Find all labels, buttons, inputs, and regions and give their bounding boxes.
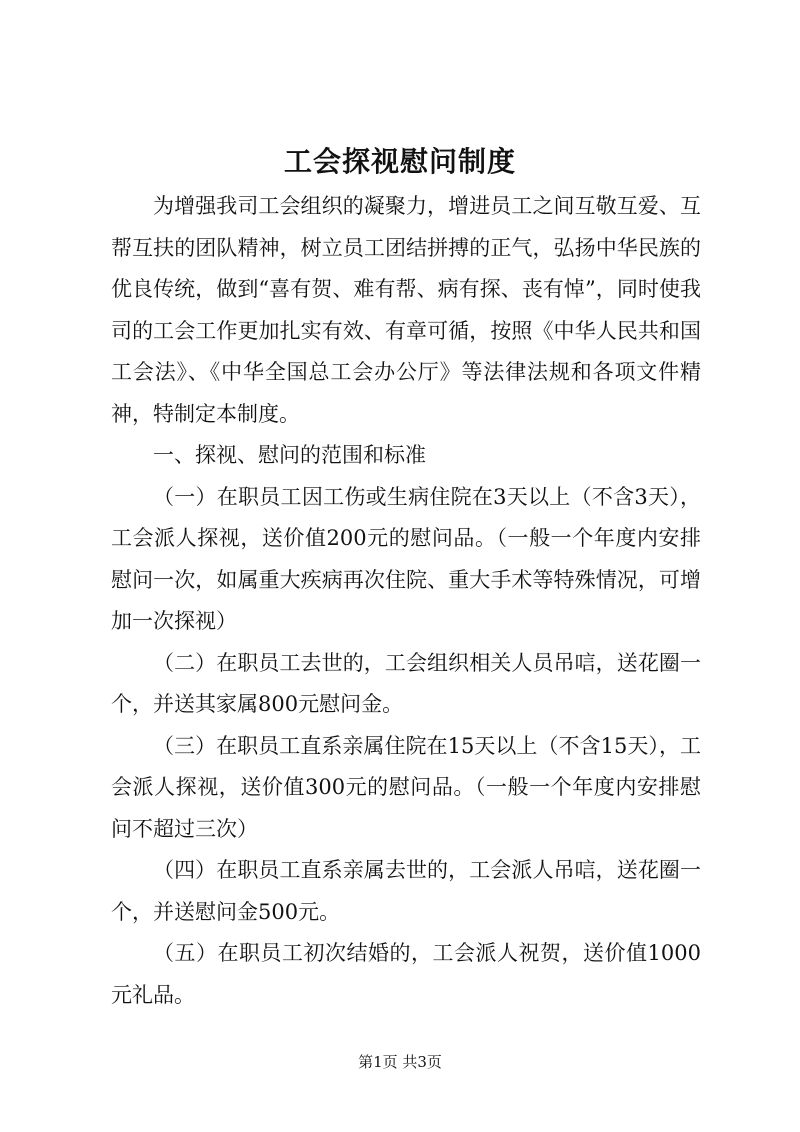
page-footer: 第1页 共3页 (358, 1053, 442, 1071)
clause-5: （五）在职员工初次结婚的，工会派人祝贺，送价值1000元礼品。 (111, 941, 701, 1007)
clause-2: （二）在职员工去世的，工会组织相关人员吊唁，送花圈一个，并送其家属800元慰问金。 (111, 650, 701, 716)
clause-4: （四）在职员工直系亲属去世的，工会派人吊唁，送花圈一个，并送慰问金500元。 (111, 858, 701, 924)
document-body (111, 186, 701, 1016)
document-title: 工会探视慰问制度 (283, 145, 516, 178)
clause-1: （一）在职员工因工伤或生病住院在3天以上（不含3天），工会派人探视，送价值200元的慰问品。（一般一个年度内安排慰问一次，如属重大疾病再次住院、重大手术等特殊情况，可增加一次探视） (111, 484, 701, 633)
clause-3: （三）在职员工直系亲属住院在15天以上（不含15天），工会派人探视，送价值300元的慰问品。（一般一个年度内安排慰问不超过三次） (111, 733, 701, 841)
section-heading: 一、探视、慰问的范围和标准 (153, 443, 426, 467)
intro-paragraph: 为增强我司工会组织的凝聚力，增进员工之间互敬互爱、互帮互扶的团队精神，树立员工团结拼搏的正气，弘扬中华民族的优良传统，做到“喜有贺、难有帮、病有探、丧有悼”，同时使我司的工会工作更加扎实有效、有章可循，按照《中华人民共和国工会法》、《中华全国总工会办公厅》等法律法规和各项文件精神，特制定本制度。 (111, 194, 701, 426)
